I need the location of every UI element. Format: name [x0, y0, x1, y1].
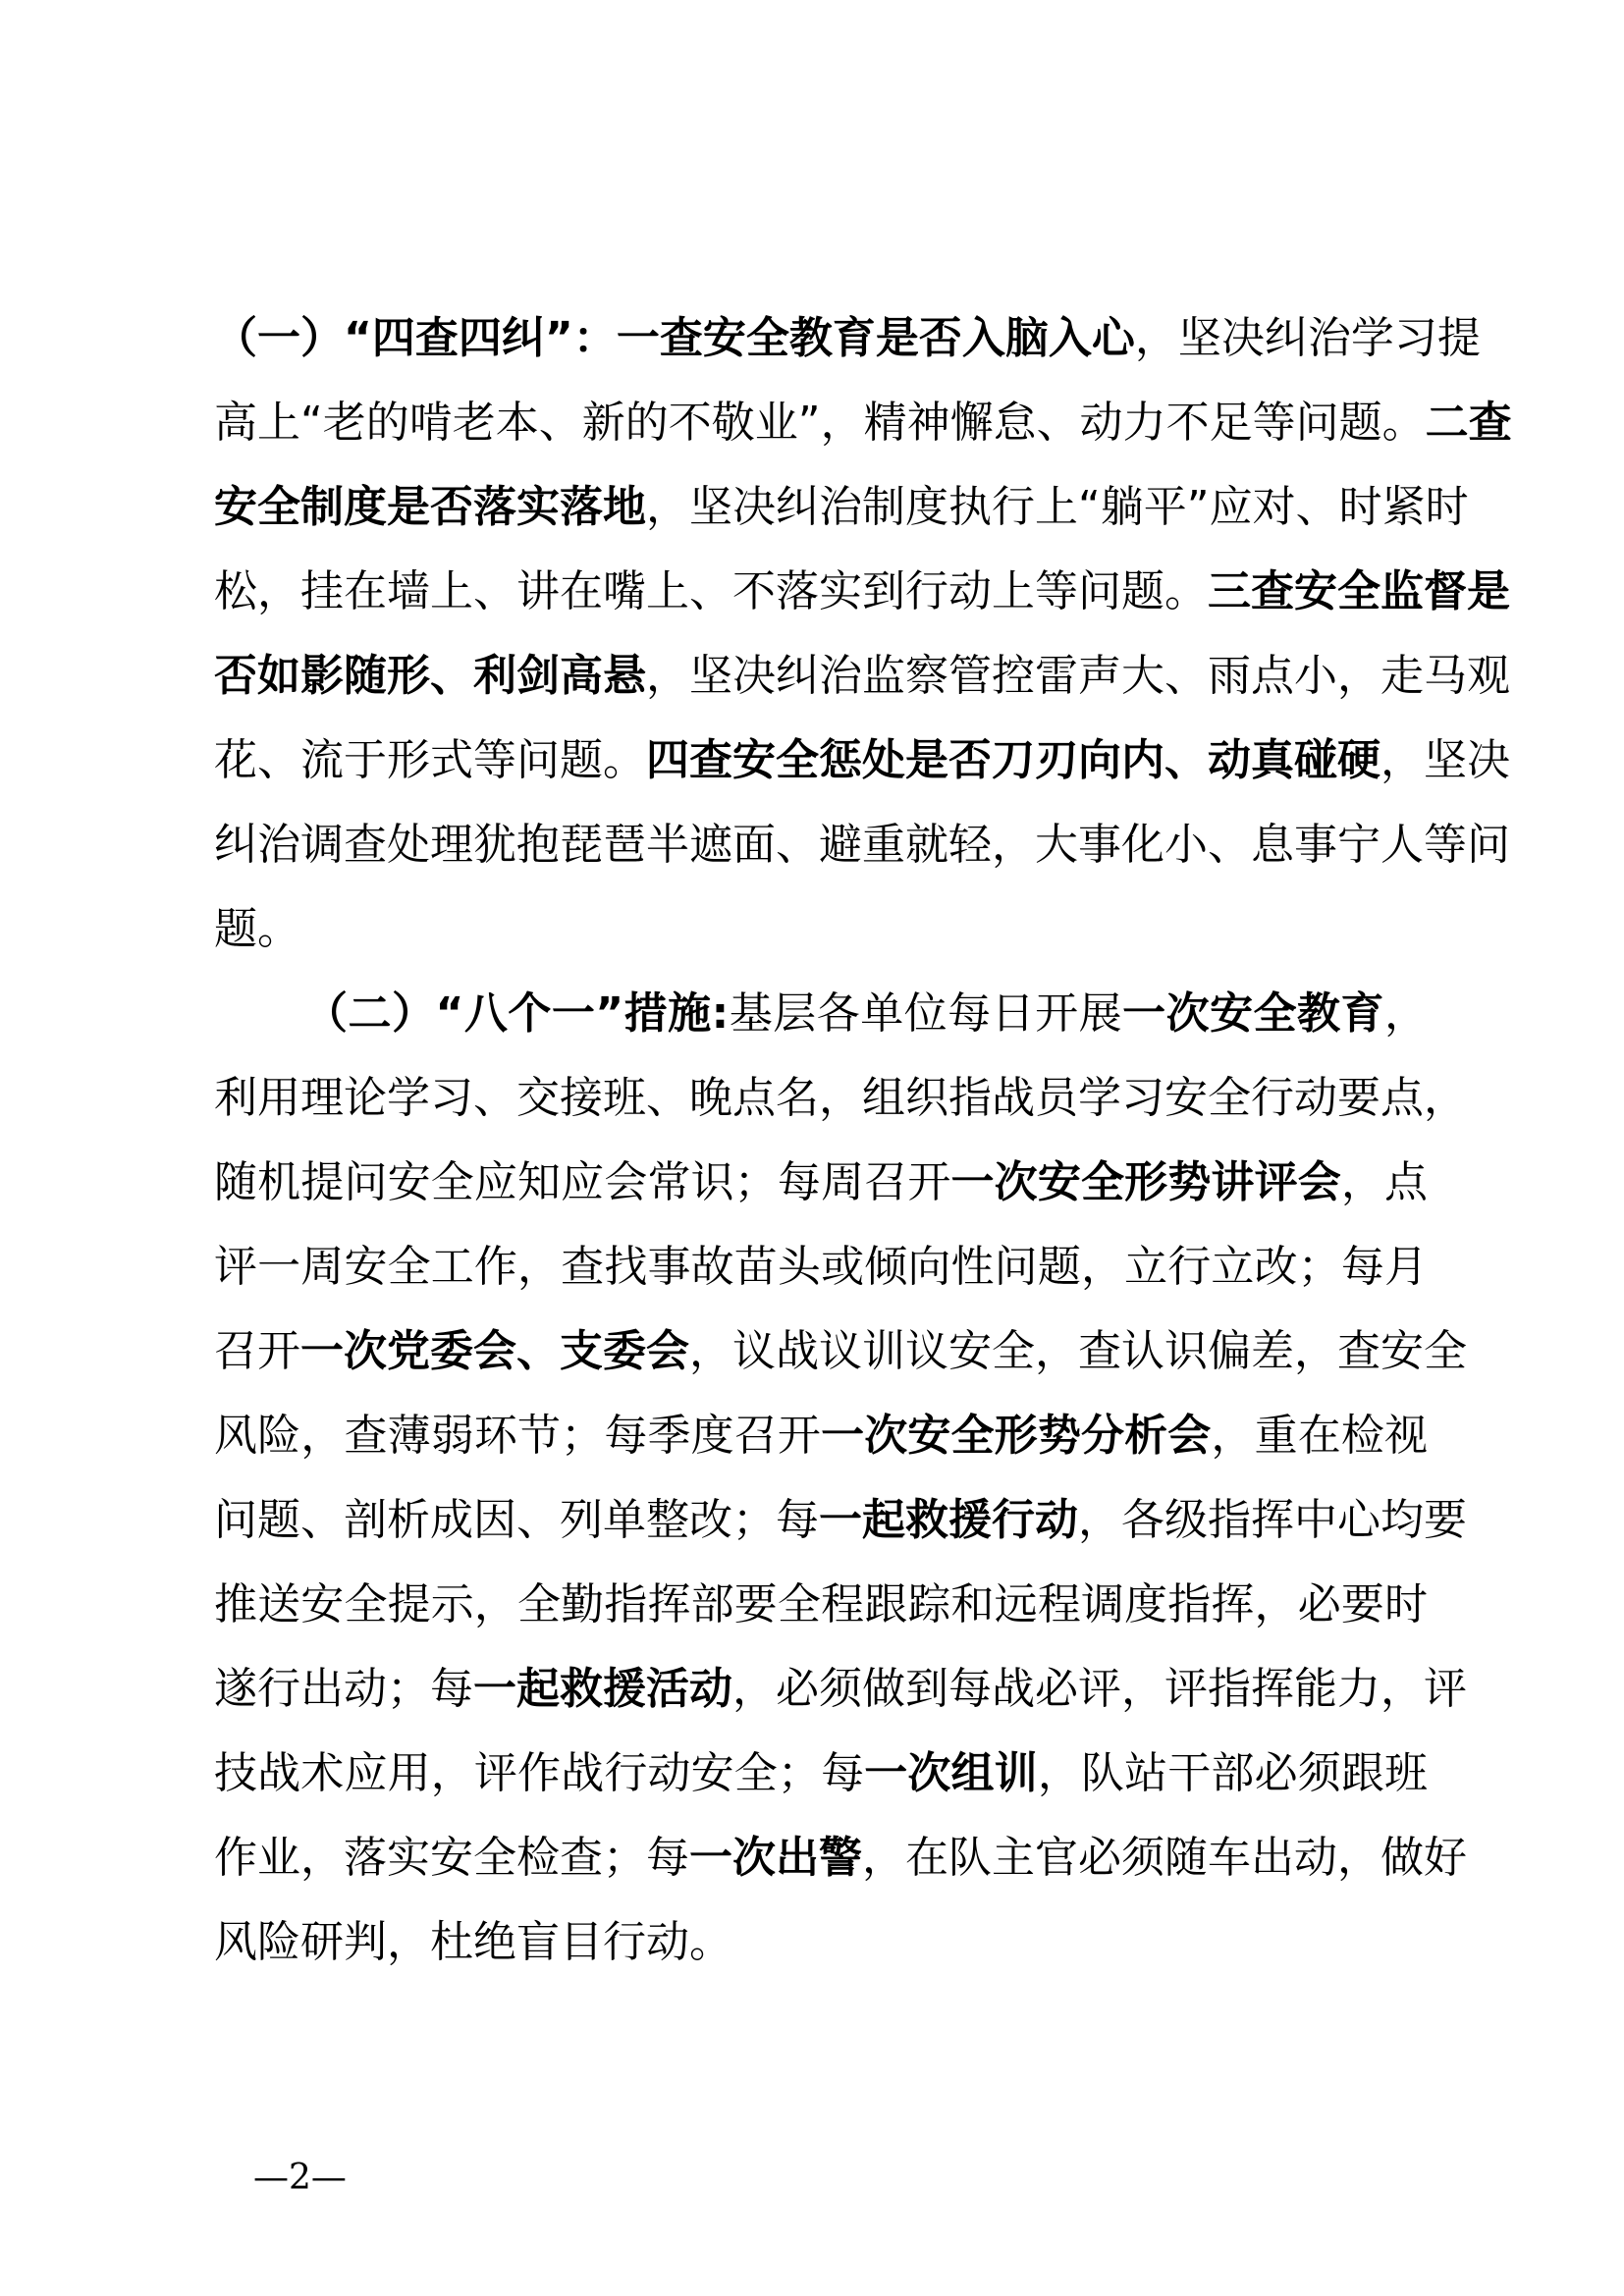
text-run: 题。	[214, 904, 300, 954]
text-run: ，重在检视	[1211, 1411, 1429, 1461]
text-line	[214, 1563, 1428, 1647]
bold-text: 四查安全惩处是否刀刃向内、动真碰硬	[646, 735, 1380, 785]
bold-text: 一次安全形势讲评会	[950, 1157, 1341, 1207]
bold-text: 一次安全形势分析会	[821, 1411, 1212, 1461]
text-run: ，必须做到每战必评，评指挥能力，评	[732, 1664, 1467, 1714]
bold-text: 一起救援行动	[819, 1495, 1078, 1545]
text-run: 风险，查薄弱环节；每季度召开	[214, 1411, 822, 1461]
text-line	[214, 1394, 1428, 1478]
text-run: ，点	[1340, 1157, 1429, 1207]
text-line	[214, 1141, 1428, 1225]
text-run: ，各级指挥中心均要	[1078, 1495, 1467, 1545]
text-line	[214, 1478, 1467, 1563]
text-run: 遂行出动；每	[214, 1664, 473, 1714]
text-line	[214, 381, 1512, 465]
bold-text: 安全制度是否落实落地	[214, 482, 646, 532]
text-run: ，	[1384, 988, 1429, 1039]
text-run: 风险研判，杜绝盲目行动。	[214, 1917, 732, 1967]
bold-text: （一）“四查四纠”：一查安全教育是否入脑入心	[214, 313, 1135, 363]
paragraph	[214, 296, 1512, 972]
text-line	[214, 803, 1510, 887]
text-line	[214, 634, 1510, 719]
text-run: 技战术应用，评作战行动安全；每	[214, 1748, 865, 1798]
text-run: 问题、剖析成因、列单整改；每	[214, 1495, 819, 1545]
bold-text: 一次安全教育	[1122, 988, 1385, 1039]
bold-text: 一起救援活动	[473, 1664, 732, 1714]
text-line	[214, 1647, 1467, 1732]
text-run: ，坚决纠治监察管控雷声大、雨点小，走马观	[646, 651, 1510, 701]
text-line	[214, 296, 1481, 381]
text-run: 纠治调查处理犹抱琵琶半遮面、避重就轻，大事化小、息事宁人等问	[214, 820, 1510, 870]
text-run: ，坚决	[1380, 735, 1510, 785]
text-line	[214, 1900, 1428, 1985]
text-run: 花、流于形式等问题。	[214, 735, 646, 785]
text-line	[214, 972, 1428, 1056]
text-run: 评一周安全工作，查找事故苗头或倾向性问题，立行立改；每月	[214, 1242, 1428, 1292]
bold-text: 一次出警	[689, 1833, 862, 1883]
body-text	[214, 296, 1512, 1985]
bold-text: 一次组训	[864, 1748, 1038, 1798]
text-run: 召开	[214, 1326, 300, 1376]
page-number: —2—	[253, 2158, 347, 2198]
text-run: 推送安全提示，全勤指挥部要全程跟踪和远程调度指挥，必要时	[214, 1579, 1428, 1629]
text-line	[214, 550, 1510, 634]
bold-text: 三查安全监督是	[1208, 566, 1510, 616]
text-line	[214, 719, 1510, 803]
text-line	[214, 465, 1469, 550]
text-run: 高上“老的啃老本、新的不敬业”，精神懈怠、动力不足等问题。	[214, 398, 1426, 448]
bold-text: 否如影随形、利剑高悬	[214, 651, 646, 701]
text-line	[214, 1732, 1428, 1816]
text-line	[214, 1309, 1467, 1394]
text-run: 基层各单位每日开展	[729, 988, 1123, 1039]
text-run: ，在队主官必须随车出动，做好	[862, 1833, 1467, 1883]
text-line	[214, 1056, 1467, 1141]
text-line	[214, 1225, 1428, 1309]
text-run: 随机提问安全应知应会常识；每周召开	[214, 1157, 951, 1207]
text-run: 作业，落实安全检查；每	[214, 1833, 689, 1883]
text-line	[214, 887, 1428, 972]
text-run: ，议战议训议安全，查认识偏差，查安全	[689, 1326, 1467, 1376]
text-run: 利用理论学习、交接班、晚点名，组织指战员学习安全行动要点，	[214, 1073, 1467, 1123]
bold-text: 二查	[1425, 398, 1512, 448]
text-run: ，坚决纠治学习提	[1134, 313, 1481, 363]
bold-text: 一次党委会、支委会	[300, 1326, 689, 1376]
bold-text: （二）“八个一”措施:	[304, 988, 730, 1039]
text-line	[214, 1816, 1467, 1900]
paragraph	[214, 972, 1467, 1985]
text-run: ，坚决纠治制度执行上“躺平”应对、时紧时	[646, 482, 1469, 532]
text-run: 松，挂在墙上、讲在嘴上、不落实到行动上等问题。	[214, 566, 1208, 616]
text-run: ，队站干部必须跟班	[1037, 1748, 1429, 1798]
